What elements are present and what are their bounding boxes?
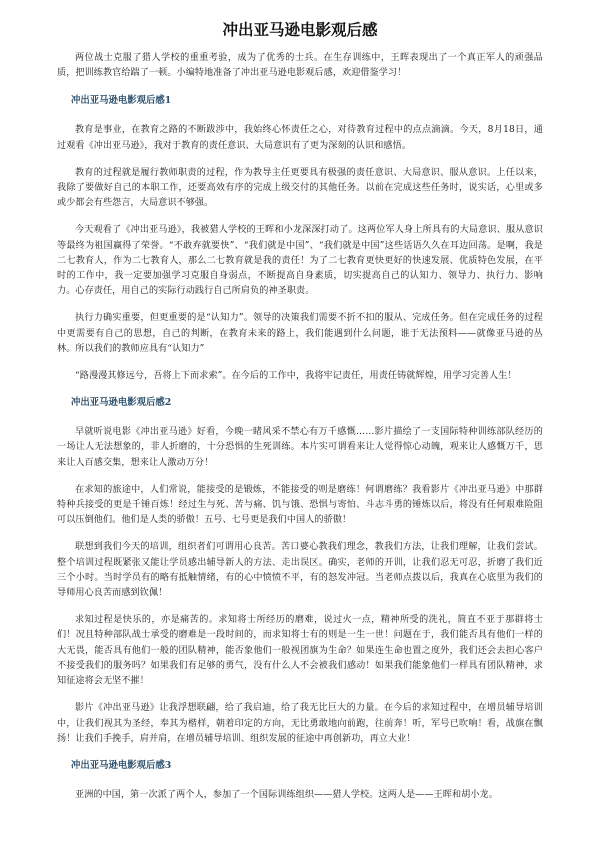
section-heading: 冲出亚马逊电影观后感2 bbox=[71, 397, 172, 409]
paragraph: “路漫漫其修远兮，吾将上下而求索”。在今后的工作中，我将牢记责任，用责任铸就辉煌，用学习完善人生！ bbox=[75, 371, 517, 382]
paragraph: 联想到我们今天的培训，组织者们可谓用心良苦。苦口婆心教我们理念，教我们方法，让我们理解，让我们尝试。整个培训过程既紧张又能让学员感出辅导新人的方法、走出误区。确实，老师的开训，让我们忍无可忍，折磨了我们近三个小时。当时学员有的略有抵触情绪，有的心中愤愤不平，有的怒发冲冠。当老师点拨以后，我真在心底里为我们的导师用心良苦而感到钦佩！ bbox=[57, 542, 543, 599]
paragraph: 今天观看了《冲出亚马逊》，我被猎人学校的王晖和小龙深深打动了。这两位军人身上所具有的大局意识、服从意识等最终为祖国赢得了荣誉。“不敢弃就要快”、“我们就是中国”、“我们就是中国”这些话语久久在耳边回荡。是啊，我是二七教育人，作为二七教育人，那么二七教育就是我的责任！为了二七教育更快更好的快速发展、优质特色发展，在平时的工作中，我一定要加强学习克服自身弱点，不断提高自身素质，切实提高自己的认知力、领导力、执行力、影响力。心存责任，用自己的实际行动践行自己所肩负的神圣职责。 bbox=[57, 225, 543, 297]
paragraph: 求知过程是快乐的，亦是痛苦的。求知将士所经历的磨难，说过火一点，精神所受的洗礼，简直不亚于那群将士们！况且特种部队战士承受的磨难是一段时间的，而求知将士有的则是一生一世！问题在于，我们能否具有他们一样的大无畏，能否具有他们一般的团队精神，能否象他们一般视团旗为生命？如果连生命也置之度外，我们还会去担心客户不接受我们的服务吗？如果我们有足够的勇气，没有什么人不会被我们感动！如果我们能象他们一样具有团队精神，求知征途将会无坚不摧！ bbox=[57, 615, 543, 687]
paragraph: 影片《冲出亚马逊》让我浮想联翩，给了我启迪，给了我无比巨大的力量。在今后的求知过程中，在增员辅导培训中，让我们视其为圣经，奉其为楷样，朝着印定的方向，无比勇敢地向前跑，往前奔！听，军号已吹响！看，战旗在飘扬！让我们手挽手，肩并肩，在增员辅导培训、组织发展的征途中再创新功，再立大业！ bbox=[57, 703, 543, 744]
paragraph: 教育是事业，在教育之路的不断跋涉中，我始终心怀责任之心，对待教育过程中的点点滴滴。今天，8月18日，通过观看《冲出亚马逊》，我对于教育的责任意识、大局意识有了更为深刻的认识和感悟。 bbox=[57, 125, 543, 151]
section-3 bbox=[57, 759, 543, 803]
paragraph: 执行力确实重要，但更重要的是“认知力”。领导的决策我们需要不折不扣的服从、完成任务。但在完成任务的过程中更需要有自己的思想，自己的判断，在教育未来的路上，我们能遇到什么问题，谁于无法预料——就像亚马逊的丛林。所以我们的教师应具有“认知力” bbox=[57, 313, 543, 354]
paragraph: 亚洲的中国，第一次派了两个人，参加了一个国际训练组织——猎人学校。这两人是——王晖和胡小龙。 bbox=[75, 789, 498, 800]
section-1 bbox=[57, 94, 543, 384]
page-title: 冲出亚马逊电影观后感 bbox=[222, 21, 378, 39]
section-heading: 冲出亚马逊电影观后感3 bbox=[71, 759, 172, 771]
paragraph: 早就听说电影《冲出亚马逊》好看，今晚一睹风采不禁心有万千感慨……影片描绘了一支国际特种训练部队经历的一场让人无法想象的，非人折磨的，十分恐惧的生死训练。本片实可谓看来让人觉得惊心动魄，观来让人感慨万千，思来让人百感交集，想来让人激动万分！ bbox=[57, 427, 543, 468]
section-heading: 冲出亚马逊电影观后感1 bbox=[71, 95, 172, 107]
section-2 bbox=[57, 396, 543, 747]
paragraph: 在求知的旅途中，人们常说，能接受的是锻炼，不能接受的则是磨练！何谓磨练？我看影片《冲出亚马逊》中那群特种兵接受的更是千锤百炼！经过生与死、苦与痛、饥与饿、恐惧与寄怕、斗志斗勇的锤炼以后，将没有任何艰难险阻可以压倒他们。他们是人类的骄傲！五号、七号更是我们中国人的骄傲！ bbox=[57, 484, 543, 526]
intro-paragraph: 两位战士克服了猎人学校的重重考验，成为了优秀的士兵。在生存训练中，王晖表现出了一个真正军人的顽强品质，把训练教官给踹了一顿。小编特地准备了冲出亚马逊电影观后感，欢迎借鉴学习！ bbox=[57, 53, 543, 79]
paragraph: 教育的过程就是履行教师职责的过程，作为教导主任更要具有极强的责任意识、大局意识、服从意识。上任以来，我除了要做好自己的本职工作，还要高效有序的完成上级交付的其他任务。以前在完成这些任务时，说实话，心里或多或少都会有些怨言，大局意识不够强。 bbox=[57, 167, 543, 209]
